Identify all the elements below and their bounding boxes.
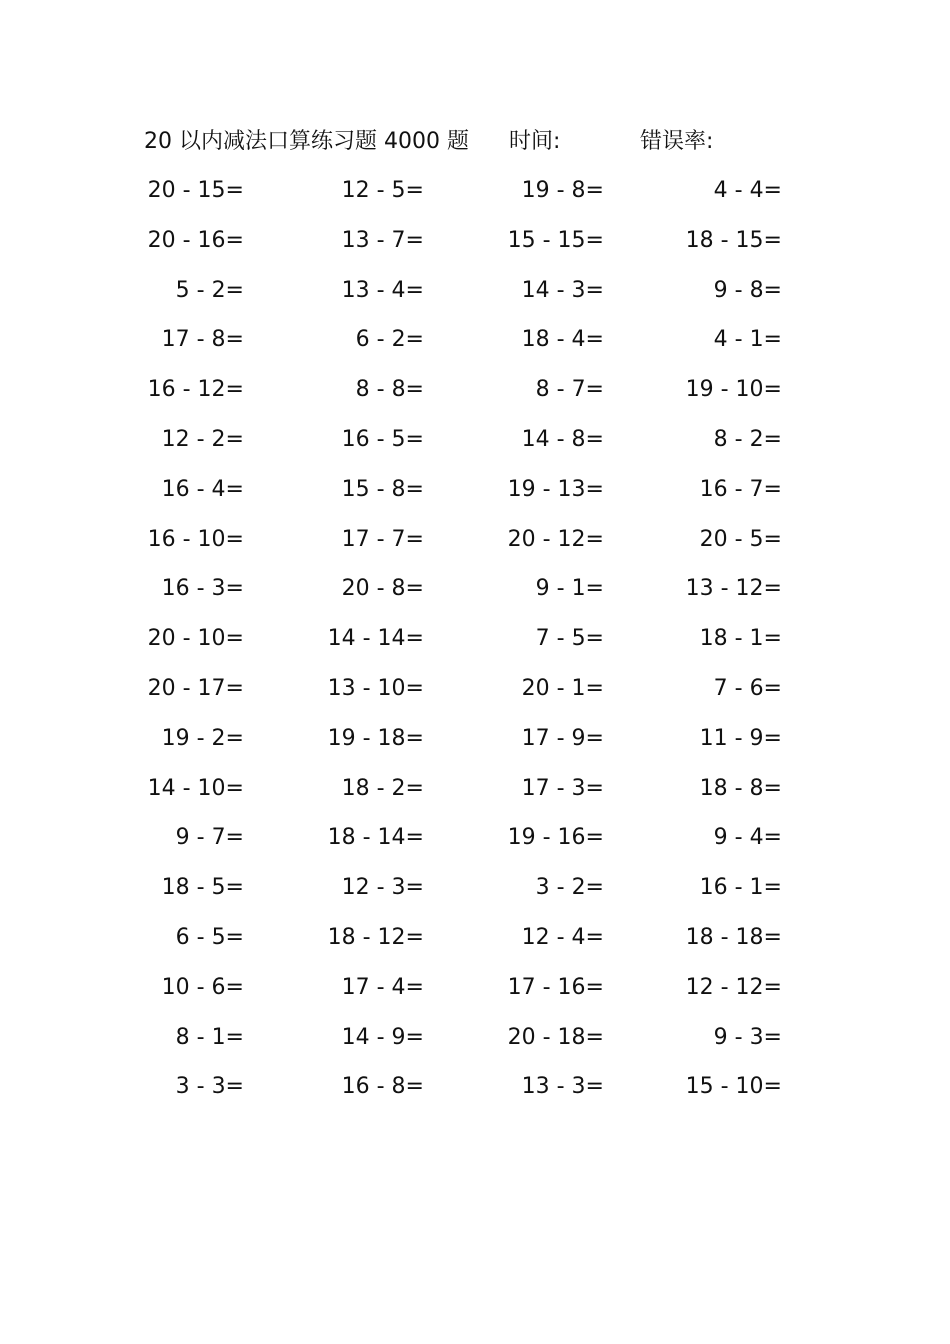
subtraction-problem: 9 - 7= [175, 825, 244, 851]
subtraction-problem: 13 - 12= [685, 576, 782, 602]
subtraction-problem: 7 - 6= [713, 675, 782, 701]
subtraction-problem: 12 - 2= [161, 426, 244, 452]
subtraction-problem: 12 - 4= [521, 924, 604, 950]
subtraction-problem: 6 - 5= [175, 924, 244, 950]
subtraction-problem: 17 - 16= [507, 974, 604, 1000]
subtraction-problem: 3 - 3= [175, 1074, 244, 1100]
subtraction-problem: 16 - 4= [161, 476, 244, 502]
subtraction-problem: 20 - 16= [147, 227, 244, 253]
subtraction-problem: 8 - 8= [355, 377, 424, 403]
subtraction-problem: 14 - 14= [327, 626, 424, 652]
subtraction-problem: 20 - 8= [341, 576, 424, 602]
subtraction-problem: 13 - 10= [327, 675, 424, 701]
subtraction-problem: 20 - 10= [147, 626, 244, 652]
subtraction-problem: 20 - 12= [507, 526, 604, 552]
problem-row [120, 423, 820, 473]
subtraction-problem: 18 - 15= [685, 227, 782, 253]
subtraction-problem: 14 - 3= [521, 277, 604, 303]
subtraction-problem: 18 - 14= [327, 825, 424, 851]
problem-row [120, 672, 820, 722]
subtraction-problem: 19 - 8= [521, 178, 604, 203]
subtraction-problem: 9 - 4= [713, 825, 782, 851]
problem-row [120, 473, 820, 523]
subtraction-problem: 17 - 3= [521, 775, 604, 801]
subtraction-problem: 19 - 13= [507, 476, 604, 502]
time-label: 时间: [509, 129, 561, 154]
subtraction-problem: 18 - 4= [521, 327, 604, 353]
subtraction-problem: 14 - 10= [147, 775, 244, 801]
problem-row [120, 622, 820, 672]
problem-grid [120, 174, 820, 1120]
subtraction-problem: 16 - 7= [699, 476, 782, 502]
subtraction-problem: 9 - 3= [713, 1024, 782, 1050]
problem-row [120, 523, 820, 573]
subtraction-problem: 19 - 16= [507, 825, 604, 851]
subtraction-problem: 16 - 3= [161, 576, 244, 602]
subtraction-problem: 4 - 4= [713, 178, 782, 203]
subtraction-problem: 4 - 1= [713, 327, 782, 353]
subtraction-problem: 20 - 5= [699, 526, 782, 552]
problem-row [120, 174, 820, 224]
problem-row [120, 1070, 820, 1120]
problem-row [120, 224, 820, 274]
subtraction-problem: 18 - 2= [341, 775, 424, 801]
problem-row [120, 971, 820, 1021]
subtraction-problem: 9 - 1= [535, 576, 604, 602]
subtraction-problem: 19 - 10= [685, 377, 782, 403]
subtraction-problem: 16 - 12= [147, 377, 244, 403]
subtraction-problem: 20 - 15= [147, 178, 244, 203]
subtraction-problem: 18 - 8= [699, 775, 782, 801]
problem-row [120, 921, 820, 971]
worksheet-title: 20 以内减法口算练习题 4000 题 [144, 129, 469, 154]
subtraction-problem: 7 - 5= [535, 626, 604, 652]
subtraction-problem: 17 - 9= [521, 725, 604, 751]
problem-row [120, 871, 820, 921]
subtraction-problem: 12 - 3= [341, 875, 424, 901]
problem-row [120, 772, 820, 822]
subtraction-problem: 16 - 1= [699, 875, 782, 901]
subtraction-problem: 18 - 1= [699, 626, 782, 652]
subtraction-problem: 18 - 5= [161, 875, 244, 901]
subtraction-problem: 15 - 10= [685, 1074, 782, 1100]
subtraction-problem: 12 - 12= [685, 974, 782, 1000]
problem-row [120, 821, 820, 871]
subtraction-problem: 17 - 4= [341, 974, 424, 1000]
subtraction-problem: 6 - 2= [355, 327, 424, 353]
subtraction-problem: 16 - 8= [341, 1074, 424, 1100]
problem-row [120, 373, 820, 423]
subtraction-problem: 10 - 6= [161, 974, 244, 1000]
subtraction-problem: 16 - 10= [147, 526, 244, 552]
subtraction-problem: 8 - 2= [713, 426, 782, 452]
subtraction-problem: 17 - 7= [341, 526, 424, 552]
subtraction-problem: 8 - 7= [535, 377, 604, 403]
subtraction-problem: 14 - 9= [341, 1024, 424, 1050]
subtraction-problem: 12 - 5= [341, 178, 424, 203]
subtraction-problem: 20 - 1= [521, 675, 604, 701]
subtraction-problem: 20 - 18= [507, 1024, 604, 1050]
subtraction-problem: 13 - 3= [521, 1074, 604, 1100]
problem-row [120, 572, 820, 622]
subtraction-problem: 16 - 5= [341, 426, 424, 452]
problem-row [120, 722, 820, 772]
problem-row [120, 323, 820, 373]
subtraction-problem: 17 - 8= [161, 327, 244, 353]
subtraction-problem: 5 - 2= [175, 277, 244, 303]
subtraction-problem: 13 - 4= [341, 277, 424, 303]
subtraction-problem: 13 - 7= [341, 227, 424, 253]
subtraction-problem: 19 - 18= [327, 725, 424, 751]
subtraction-problem: 20 - 17= [147, 675, 244, 701]
subtraction-problem: 14 - 8= [521, 426, 604, 452]
subtraction-problem: 8 - 1= [175, 1024, 244, 1050]
subtraction-problem: 3 - 2= [535, 875, 604, 901]
subtraction-problem: 15 - 15= [507, 227, 604, 253]
subtraction-problem: 18 - 18= [685, 924, 782, 950]
subtraction-problem: 18 - 12= [327, 924, 424, 950]
subtraction-problem: 9 - 8= [713, 277, 782, 303]
subtraction-problem: 11 - 9= [699, 725, 782, 751]
subtraction-problem: 19 - 2= [161, 725, 244, 751]
problem-row [120, 274, 820, 324]
subtraction-problem: 15 - 8= [341, 476, 424, 502]
error-rate-label: 错误率: [640, 129, 714, 154]
problem-row [120, 1021, 820, 1071]
